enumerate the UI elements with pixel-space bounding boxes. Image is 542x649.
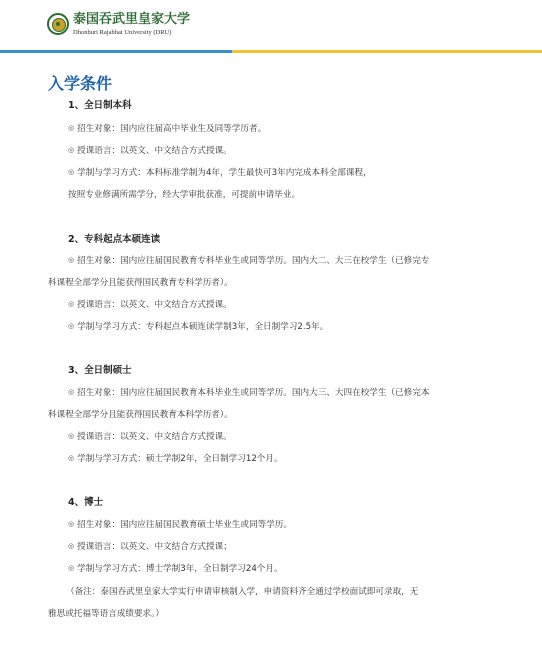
- header-band-blue: [0, 50, 232, 53]
- section-line: 科课程全部学分且能获得国民教育本科学历者）。: [48, 410, 233, 420]
- university-name-en: Dhonburi Rajabhat University (DRU): [73, 29, 172, 36]
- section-line: ◎ 招生对象：国内应往届国民教育本科毕业生或同等学历。国内大三、大四在校学生（已修完本: [68, 387, 429, 399]
- section-line: ◎ 招生对象：国内应往届国民教育硕士毕业生或同等学历。: [68, 519, 292, 531]
- section-line: ◎ 学制与学习方式：专科起点本硕连读学制3年，全日制学习2.5年。: [68, 321, 328, 333]
- section-line: ◎ 招生对象：国内应往届高中毕业生及同等学历者。: [68, 123, 266, 135]
- section-line: ◎ 授课语言：以英文、中文结合方式授课。: [68, 145, 232, 157]
- university-name-cn: 泰国吞武里皇家大学: [73, 12, 191, 27]
- section-line: ◎ 学制与学习方式：硕士学制2年，全日制学习12个月。: [68, 453, 283, 465]
- section-title: 2、专科起点本硕连读: [68, 234, 161, 245]
- section-title: 4、博士: [68, 497, 104, 508]
- header-band-yellow: [232, 50, 542, 53]
- page-title: 入学条件: [48, 74, 113, 93]
- section-line: ◎ 授课语言：以英文、中文结合方式授课。: [68, 431, 232, 443]
- section-line: ◎ 学制与学习方式：博士学制3年，全日制学习24个月。: [68, 563, 283, 575]
- section-line: ◎ 学制与学习方式：本科标准学制为4年，学生最快可3年内完成本科全部课程，: [68, 167, 372, 179]
- section-title: 1、全日制本科: [68, 100, 132, 111]
- section-line: ◎ 招生对象：国内应往届国民教育专科毕业生或同等学历。国内大二、大三在校学生（已修完专: [68, 255, 429, 267]
- section-line: 按照专业修满所需学分，经大学审批获准，可提前申请毕业。: [68, 190, 301, 200]
- university-seal-icon: [47, 13, 69, 35]
- page-header: [0, 0, 542, 56]
- section-line: 科课程全部学分且能获得国民教育专科学历者）。: [48, 278, 233, 288]
- section-line: ◎ 授课语言：以英文、中文结合方式授课；: [68, 541, 232, 553]
- section-title: 3、全日制硕士: [68, 365, 132, 376]
- note-line: 雅思或托福等语言成绩要求。）: [48, 609, 165, 619]
- note-line: （备注：泰国吞武里皇家大学实行申请审核制入学，申请资料齐全通过学校面试即可录取，无: [66, 587, 419, 597]
- section-line: ◎ 授课语言：以英文、中文结合方式授课。: [68, 299, 232, 311]
